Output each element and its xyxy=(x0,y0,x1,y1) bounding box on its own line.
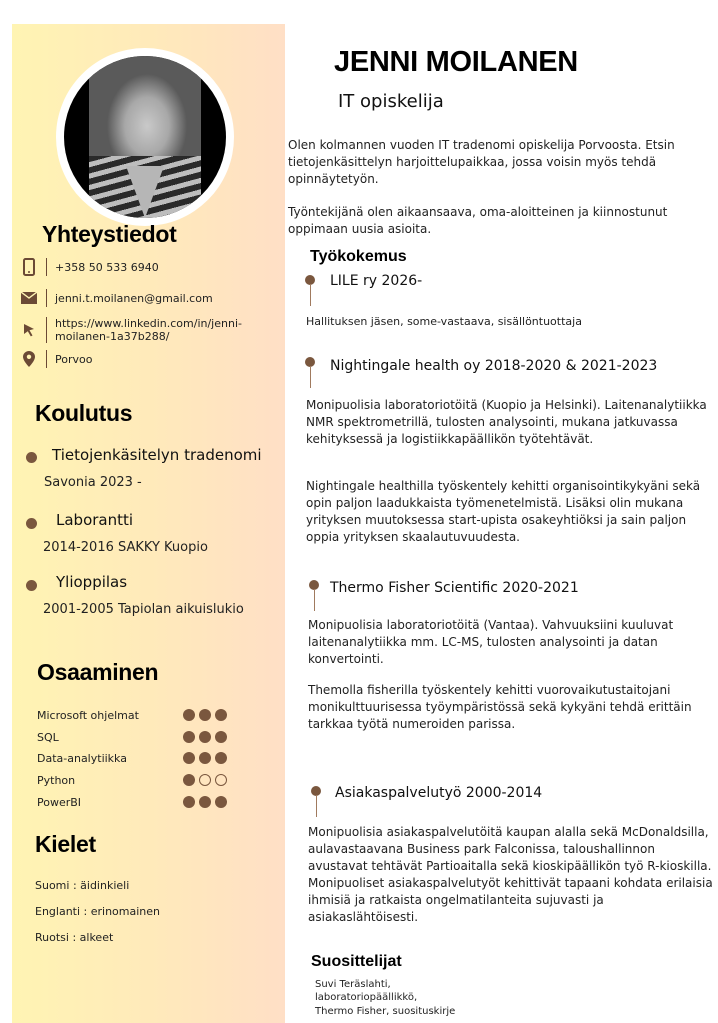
job-title: Asiakaspalvelutyö 2000-2014 xyxy=(335,785,543,801)
rating-dot-filled-icon xyxy=(183,796,195,808)
email-address[interactable]: jenni.t.moilanen@gmail.com xyxy=(55,292,213,305)
contact-phone xyxy=(20,258,159,276)
rating-dot-filled-icon xyxy=(215,752,227,764)
skill-rating xyxy=(183,752,227,764)
job-description: Monipuoliset asiakaspalvelutyöt kehittivät tapaani kohdata erilaisia ihmisiä ja ratkaista ongelmatilanteita sujuvasti ja asiakaslähtöisesti. xyxy=(308,876,713,924)
job-description: Nightingale healthilla työskentely kehitti organisointikykyäni sekä opin paljon laadukkaista työmenetelmistä. Lisäksi olin mukana yrityksen muutoksessa start-upista osakeyhtiöksi ja sain paljon oppia yrityksen skaalautuvuudesta. xyxy=(306,479,701,544)
linkedin-link[interactable]: https://www.linkedin.com/in/jenni-moilanen-1a37b288/ xyxy=(55,317,242,343)
skill-row xyxy=(37,772,237,790)
phone-icon xyxy=(20,258,38,276)
skill-name: SQL xyxy=(37,731,59,744)
skill-row xyxy=(37,707,237,725)
bullet-dot-icon xyxy=(26,518,37,529)
separator xyxy=(46,258,47,276)
phone-number[interactable]: +358 50 533 6940 xyxy=(55,261,159,274)
job-title: Nightingale health oy 2018-2020 & 2021-2023 xyxy=(330,358,658,374)
rating-dot-filled-icon xyxy=(199,796,211,808)
profile-photo xyxy=(64,56,226,218)
skill-rating xyxy=(183,731,227,743)
rating-dot-filled-icon xyxy=(215,796,227,808)
skills-heading: Osaaminen xyxy=(37,659,159,685)
job-description: Monipuolisia laboratoriotöitä (Kuopio ja Helsinki). Laitenanalytiikka NMR spektrometrillä, tulosten analysointi, mukana jatkuvassa kehityksessä ja logistiikkapäällikön työtehtävät. xyxy=(306,398,707,446)
skill-row xyxy=(37,794,237,812)
location-pin-icon xyxy=(20,350,38,368)
rating-dot-filled-icon xyxy=(183,774,195,786)
rating-dot-filled-icon xyxy=(215,709,227,721)
reference-line: laboratoriopäällikkö, xyxy=(315,992,418,1003)
contact-email xyxy=(20,289,213,307)
location-text: Porvoo xyxy=(55,353,93,366)
rating-dot-filled-icon xyxy=(215,731,227,743)
contact-heading: Yhteystiedot xyxy=(42,221,177,247)
reference-line: Suvi Teräslahti, xyxy=(315,979,391,990)
contact-linkedin xyxy=(20,317,260,343)
rating-dot-filled-icon xyxy=(183,709,195,721)
skill-row xyxy=(37,729,237,747)
skill-name: Python xyxy=(37,774,76,787)
rating-dot-empty-icon xyxy=(199,774,211,786)
rating-dot-filled-icon xyxy=(199,731,211,743)
education-heading: Koulutus xyxy=(35,400,133,426)
reference-line: Thermo Fisher, suosituskirje xyxy=(315,1006,456,1017)
skill-name: PowerBI xyxy=(37,796,82,809)
skill-rating xyxy=(183,774,227,786)
rating-dot-filled-icon xyxy=(183,752,195,764)
job-role: IT opiskelija xyxy=(338,91,444,112)
job-description: Themolla fisherilla työskentely kehitti vuorovaikutustaitojani monikulttuurisessa työympäristössä sekä kykyäni tehdä erittäin tarkkaa työtä numeroiden parissa. xyxy=(308,683,692,731)
cursor-icon xyxy=(20,321,38,339)
job-title: Thermo Fisher Scientific 2020-2021 xyxy=(330,580,579,596)
timeline-pin-icon xyxy=(305,357,315,389)
bullet-dot-icon xyxy=(26,452,37,463)
intro-paragraph: Työntekijänä olen aikaansaava, oma-aloitteinen ja kiinnostunut oppimaan uusia asioita. xyxy=(288,205,668,236)
rating-dot-empty-icon xyxy=(215,774,227,786)
education-title: Tietojenkäsitelyn tradenomi xyxy=(52,446,262,464)
education-title: Laborantti xyxy=(56,511,134,529)
skill-rating xyxy=(183,796,227,808)
language-item: Suomi : äidinkieli xyxy=(35,879,130,892)
bullet-dot-icon xyxy=(26,580,37,591)
education-detail: 2001-2005 Tapiolan aikuislukio xyxy=(43,602,244,617)
job-title: LILE ry 2026- xyxy=(330,273,423,289)
skill-row xyxy=(37,750,237,768)
intro-paragraph: Olen kolmannen vuoden IT tradenomi opiskelija Porvoosta. Etsin tietojenkäsittelyn harjoittelupaikkaa, jossa voisin myös tehdä opinnäytetyön. xyxy=(288,138,675,186)
job-description: Monipuolisia asiakaspalvelutöitä kaupan alalla sekä McDonaldsilla, aulavastaavana Business park Falconissa, taloushallinnon avustavat tehtävät Partioaitalla sekä kioskipäällikön työ R-kioskilla. xyxy=(308,825,712,873)
timeline-pin-icon xyxy=(305,275,315,307)
full-name: JENNI MOILANEN xyxy=(334,46,578,78)
languages-heading: Kielet xyxy=(35,831,96,857)
language-item: Ruotsi : alkeet xyxy=(35,931,114,944)
skill-name: Data-analytiikka xyxy=(37,752,127,765)
profile-photo-frame xyxy=(56,48,234,226)
education-title: Ylioppilas xyxy=(56,573,128,591)
separator xyxy=(46,289,47,307)
job-description: Monipuolisia laboratoriotöitä (Vantaa). Vahvuuksiini kuuluvat laitenanalytiikka mm. LC-MS, tulosten analysointi ja datan konvertointi. xyxy=(308,618,674,666)
separator xyxy=(46,350,47,368)
separator xyxy=(46,317,47,343)
sidebar xyxy=(12,24,285,1023)
skill-rating xyxy=(183,709,227,721)
timeline-pin-icon xyxy=(311,786,321,818)
rating-dot-filled-icon xyxy=(199,752,211,764)
education-detail: 2014-2016 SAKKY Kuopio xyxy=(43,540,208,555)
contact-location xyxy=(20,350,92,368)
education-detail: Savonia 2023 - xyxy=(44,475,142,490)
skill-name: Microsoft ohjelmat xyxy=(37,709,139,722)
references-heading: Suosittelijat xyxy=(311,953,402,970)
rating-dot-filled-icon xyxy=(199,709,211,721)
rating-dot-filled-icon xyxy=(183,731,195,743)
language-item: Englanti : erinomainen xyxy=(35,905,161,918)
job-description: Hallituksen jäsen, some-vastaava, sisällöntuottaja xyxy=(306,315,582,328)
email-icon xyxy=(20,289,38,307)
experience-heading: Työkokemus xyxy=(310,248,407,265)
timeline-pin-icon xyxy=(309,580,319,612)
